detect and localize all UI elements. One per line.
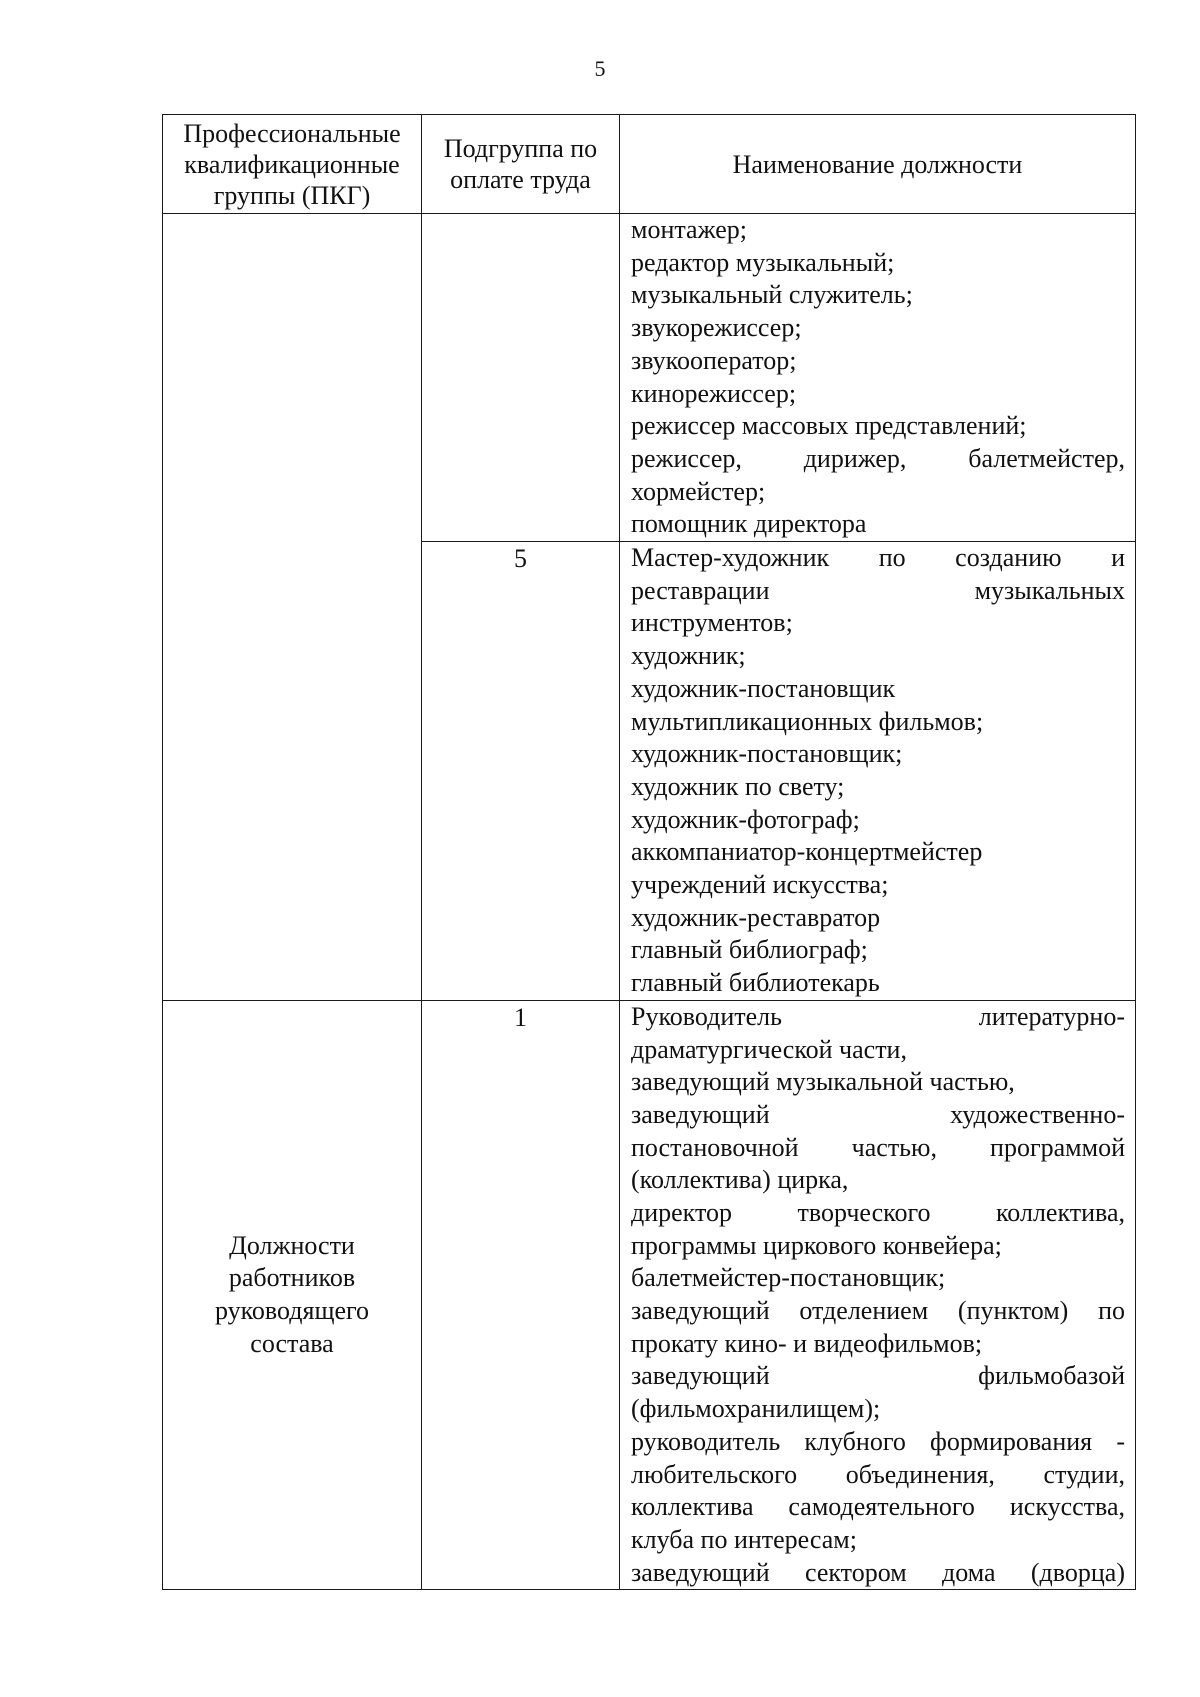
subgroup-value: 5 <box>514 544 527 574</box>
position-line: (коллектива) цирка, <box>631 1165 849 1195</box>
positions-cell <box>620 1000 1136 1590</box>
table-row <box>163 1000 1136 1590</box>
position-line: учреждений искусства; <box>631 870 889 900</box>
position-line: коллектива самодеятельного искусства, <box>631 1492 1125 1522</box>
subgroup-cell <box>422 1000 620 1590</box>
position-line: художник-фотограф; <box>631 804 860 834</box>
position-line: режиссер массовых представлений; <box>631 411 1027 441</box>
position-line: Руководитель литературно- <box>631 1001 1125 1031</box>
position-line: заведующий сектором дома (дворца) <box>631 1557 1125 1587</box>
header-subgroup <box>422 115 620 214</box>
position-line: заведующий фильмобазой <box>631 1361 1125 1391</box>
position-line: любительского объединения, студии, <box>631 1459 1125 1489</box>
subgroup-cell <box>422 542 620 1001</box>
pkg-line: руководящего <box>214 1296 370 1326</box>
position-line: редактор музыкальный; <box>631 247 895 277</box>
page-number: 5 <box>594 56 606 81</box>
position-line: хормейстер; <box>631 476 766 506</box>
position-line: помощник директора <box>631 509 867 539</box>
header-pkg-line: квалификационные <box>184 149 400 179</box>
position-line: художник; <box>631 641 746 671</box>
header-pkg <box>163 115 422 214</box>
pkg-cell <box>163 1000 422 1590</box>
position-line: аккомпаниатор-концертмейстер <box>631 837 983 867</box>
header-pkg-line: группы (ПКГ) <box>213 180 371 210</box>
position-line: драматургической части, <box>631 1034 907 1064</box>
position-line: художник-реставратор <box>631 902 881 932</box>
position-line: программы циркового конвейера; <box>631 1230 1002 1260</box>
position-line: главный библиограф; <box>631 935 868 965</box>
position-line: (фильмохранилищем); <box>631 1394 881 1424</box>
header-position-label: Наименование должности <box>732 149 1023 179</box>
position-line: директор творческого коллектива, <box>631 1198 1125 1227</box>
positions-cell <box>620 214 1136 542</box>
position-line: заведующий отделением (пунктом) по <box>631 1296 1125 1326</box>
subgroup-value <box>422 214 619 215</box>
header-subgroup-line: Подгруппа по <box>443 134 598 163</box>
position-line: художник по свету; <box>631 771 845 801</box>
pkg-line: работников <box>228 1263 356 1293</box>
position-line: художник-постановщик; <box>631 739 903 769</box>
position-line: балетмейстер-постановщик; <box>631 1263 946 1293</box>
positions-table <box>162 114 1136 1590</box>
positions-cell <box>620 542 1136 1001</box>
position-line: заведующий музыкальной частью, <box>631 1067 1015 1097</box>
position-line: постановочной частью, программой <box>631 1132 1125 1162</box>
position-line: главный библиотекарь <box>631 968 880 998</box>
position-line: руководитель клубного формирования - <box>631 1426 1125 1456</box>
position-line: монтажер; <box>631 215 747 244</box>
position-line: режиссер, дирижер, балетмейстер, <box>631 443 1125 473</box>
pkg-line: Должности <box>229 1230 355 1260</box>
position-line: звукорежиссер; <box>631 313 802 343</box>
position-line: мультипликационных фильмов; <box>631 706 984 736</box>
position-line: реставрации музыкальных <box>631 575 1125 605</box>
header-pkg-line: Профессиональные <box>183 118 401 148</box>
position-line: кинорежиссер; <box>631 378 797 408</box>
header-subgroup-line: оплате труда <box>450 165 591 194</box>
position-line: художник-постановщик <box>631 673 896 703</box>
pkg-cell <box>163 214 422 1001</box>
position-line: инструментов; <box>631 608 793 638</box>
position-line: звукооператор; <box>631 345 797 375</box>
pkg-line: состава <box>250 1328 334 1358</box>
position-line: клуба по интересам; <box>631 1524 857 1554</box>
table-row <box>163 214 1136 542</box>
position-line: прокату кино- и видеофильмов; <box>631 1328 983 1358</box>
table-header-row <box>163 115 1136 214</box>
position-line: Мастер-художник по созданию и <box>631 543 1125 573</box>
position-line: музыкальный служитель; <box>631 280 913 310</box>
subgroup-cell <box>422 214 620 542</box>
header-position <box>620 115 1136 214</box>
position-line: заведующий художественно- <box>631 1099 1125 1129</box>
subgroup-value: 1 <box>514 1002 527 1032</box>
